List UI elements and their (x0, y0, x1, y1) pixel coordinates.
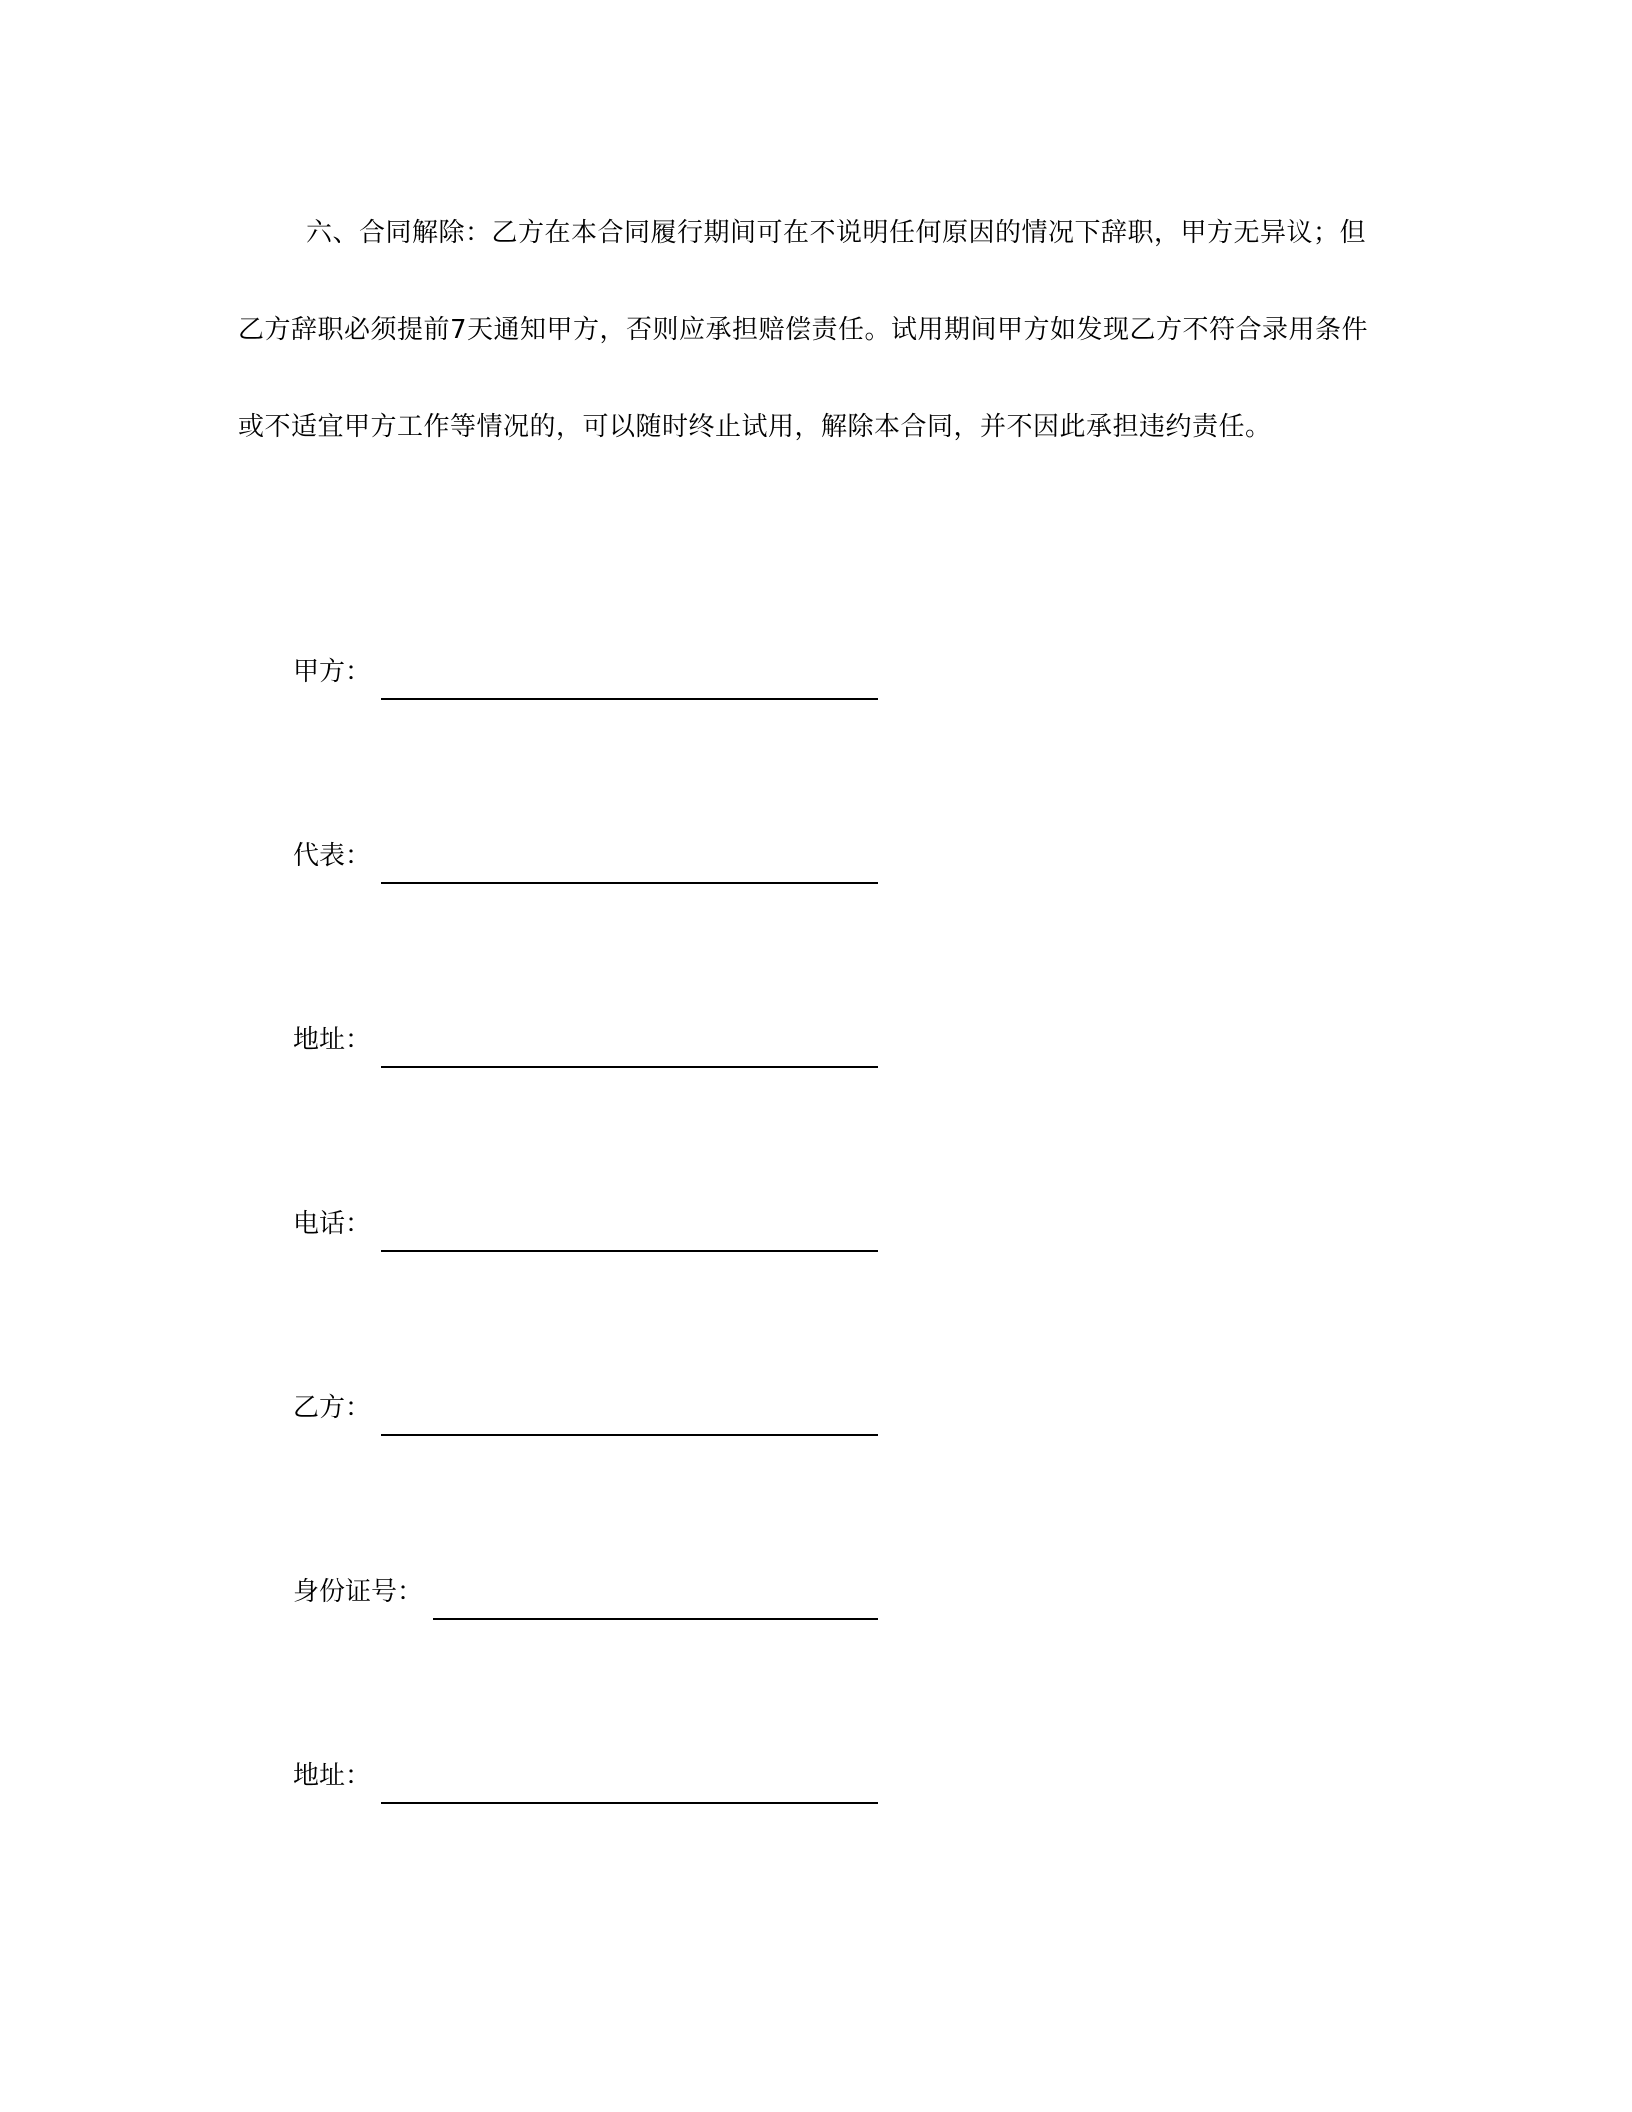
party-a-label: 甲方： (293, 657, 372, 687)
party-b-row (293, 1376, 878, 1436)
party-b-address-field[interactable] (381, 1762, 878, 1804)
clause-line-3: 或不适宜甲方工作等情况的，可以随时终止试用，解除本合同，并不因此承担违约责任。 (238, 412, 1272, 442)
id-number-row (293, 1560, 878, 1620)
clause-line-2: 乙方辞职必须提前7天通知甲方，否则应承担赔偿责任。试用期间甲方如发现乙方不符合录用条件 (238, 315, 1369, 345)
representative-row (293, 824, 878, 884)
termination-clause (238, 185, 1378, 476)
phone-row (293, 1192, 878, 1252)
id-number-label: 身份证号： (293, 1577, 424, 1607)
phone-field[interactable] (381, 1210, 878, 1252)
phone-label: 电话： (293, 1209, 372, 1239)
representative-label: 代表： (293, 841, 372, 871)
party-a-address-field[interactable] (381, 1026, 878, 1068)
party-a-address-label: 地址： (293, 1025, 372, 1055)
party-a-row (293, 640, 878, 700)
representative-field[interactable] (381, 842, 878, 884)
party-b-field[interactable] (381, 1394, 878, 1436)
party-b-label: 乙方： (293, 1393, 372, 1423)
party-a-field[interactable] (381, 658, 878, 700)
party-a-address-row (293, 1008, 878, 1068)
id-number-field[interactable] (433, 1578, 878, 1620)
party-b-address-row (293, 1744, 878, 1804)
clause-line-1: 六、合同解除：乙方在本合同履行期间可在不说明任何原因的情况下辞职，甲方无异议；但 (306, 218, 1367, 248)
party-b-address-label: 地址： (293, 1761, 372, 1791)
